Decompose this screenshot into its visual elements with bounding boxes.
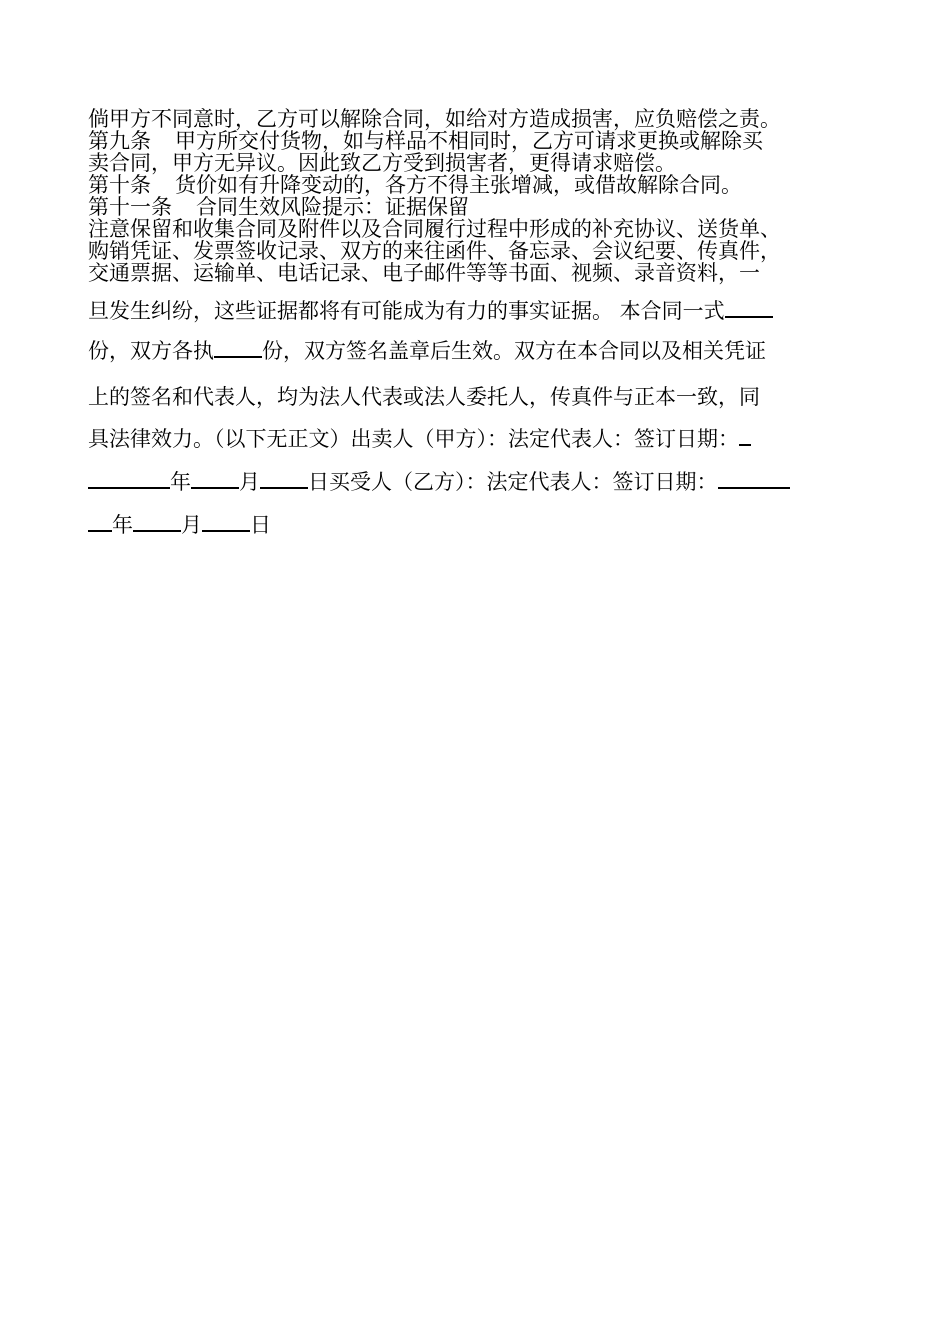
copies-line: 旦发生纠纷，这些证据都将有可能成为有力的事实证据。 本合同一式 [88,290,868,330]
clause-11: 第十一条 合同生效风险提示：证据保留 [88,195,469,219]
seller-line: 具法律效力。（以下无正文）出卖人（甲方）：法定代表人：签订日期： [88,418,868,461]
evidence-line-1: 注意保留和收集合同及附件以及合同履行过程中形成的补充协议、送货单、 [88,217,781,241]
each-copy-line: 份，双方各执 份，双方签名盖章后生效。双方在本合同以及相关凭证 [88,339,766,363]
evidence-line-3: 交通票据、运输单、电话记录、电子邮件等等书面、视频、录音资料，一 [88,261,760,285]
clause-10: 第十条 货价如有升降变动的，各方不得主张增减，或借故解除合同。 [88,173,742,197]
copies-blank [725,298,773,318]
seller-month-blank [191,469,239,489]
clause-11-heading: 第十一条 [88,195,172,219]
clause-9-line-2: 卖合同，甲方无异议。因此致乙方受到损害者，更得请求赔偿。 [88,151,676,175]
seller-day-blank [260,469,308,489]
contract-clauses [88,108,868,284]
buyer-day-blank [202,512,250,532]
clause-10-heading: 第十条 [88,173,151,197]
each-party-copies-blank [214,338,262,358]
clause-8-end: 倘甲方不同意时，乙方可以解除合同，如给对方造成损害，应负赔偿之责。 [88,107,781,131]
clause-9-line-1: 第九条 甲方所交付货物，如与样品不相同时，乙方可请求更换或解除买 [88,129,763,153]
buyer-line: 年 月 日买受人（乙方）：法定代表人：签订日期： [88,461,868,504]
signature-section [88,290,868,547]
seller-year-blank [88,469,170,489]
evidence-line-2: 购销凭证、发票签收记录、双方的来往函件、备忘录、会议纪要、传真件， [88,239,781,263]
buyer-month-blank [133,512,181,532]
buyer-year-blank [88,512,112,532]
clause-9-heading: 第九条 [88,129,151,153]
buyer-date-blank-start [718,469,790,489]
contract-page [88,108,868,547]
buyer-date-line: 年 月 日 [88,504,868,547]
seller-date-blank-start [739,426,751,446]
signature-validity-line: 上的签名和代表人，均为法人代表或法人委托人，传真件与正本一致，同 [88,385,760,409]
